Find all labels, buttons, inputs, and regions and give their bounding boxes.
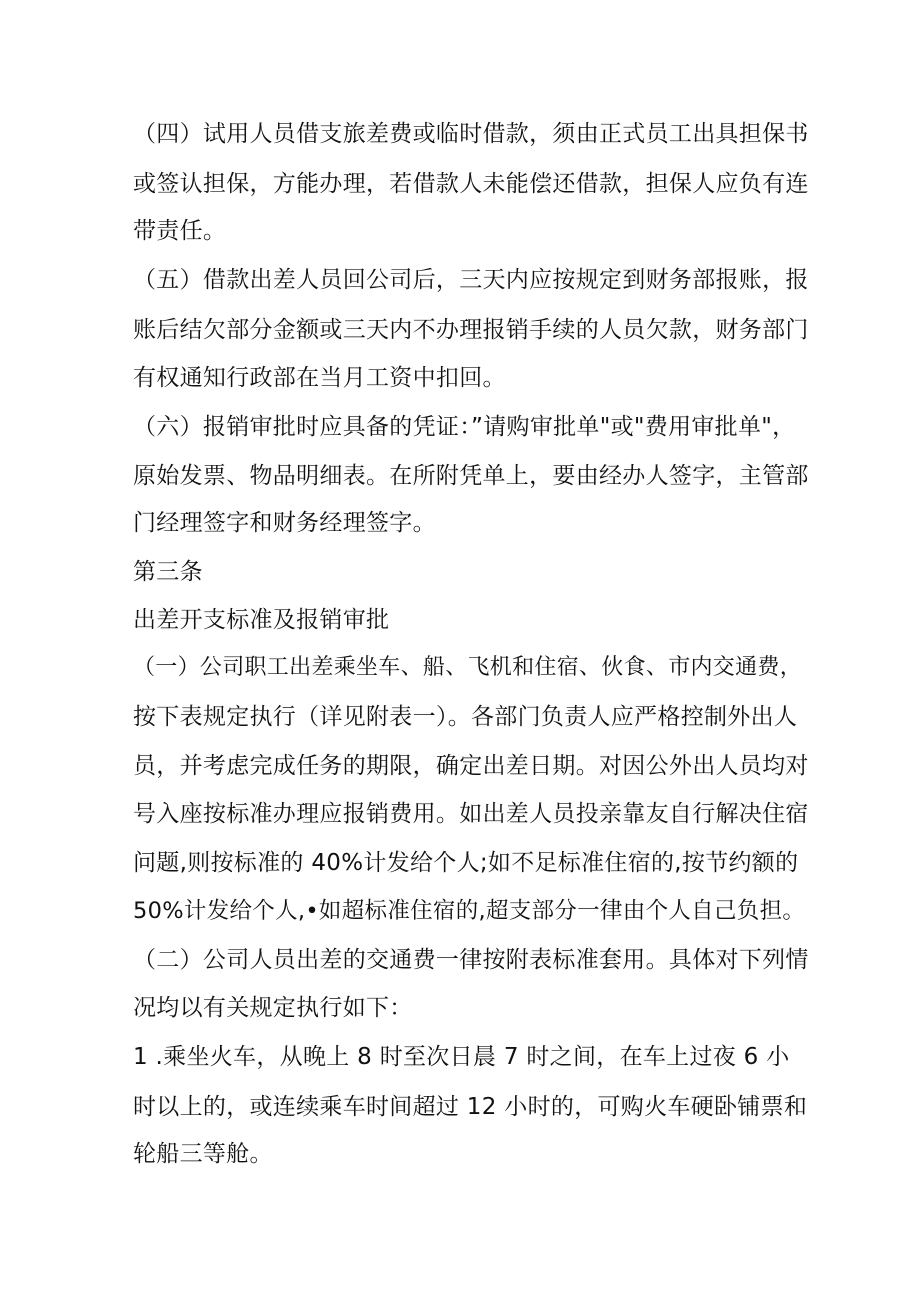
text-line: （一）公司职工出差乘坐车、船、飞机和住宿、伙食、市内交通费，	[133, 655, 803, 680]
text-line: 问题,则按标准的 40%计发给个人;如不足标准住宿的,按节约额的	[133, 850, 799, 876]
text-line: （五）借款出差人员回公司后，三天内应按规定到财务部报账，报	[133, 267, 809, 293]
text-line: （六）报销审批时应具备的凭证：”请购审批单"或"费用审批单"，	[133, 414, 796, 440]
text-line: （二）公司人员出差的交通费一律按附表标准套用。具体对下列情	[133, 947, 809, 973]
section-title: 出差开支标准及报销审批	[133, 607, 390, 633]
text-line: 原始发票、物品明细表。在所附凭单上，要由经办人签字，主管部	[133, 463, 809, 489]
text-line: 有权通知行政部在当月工资中扣回。	[133, 365, 506, 391]
text-line: 号入座按标准办理应报销费用。如出差人员投亲靠友自行解决住宿	[133, 801, 809, 827]
text-line: 门经理签字和财务经理签字。	[133, 510, 436, 536]
article-heading: 第三条	[133, 559, 203, 585]
text-line: 轮船三等舱。	[133, 1141, 273, 1167]
text-line: 50%计发给个人,•如超标准住宿的,超支部分一律由个人自己负担。	[133, 898, 806, 924]
text-line: （四）试用人员借支旅差费或临时借款，须由正式员工出具担保书	[133, 121, 809, 147]
text-line: 或签认担保，方能办理，若借款人未能偿还借款，担保人应负有连	[133, 171, 809, 197]
text-line: 况均以有关规定执行如下：	[133, 995, 413, 1021]
text-line: 员，并考虑完成任务的期限，确定出差日期。对因公外出人员均对	[133, 753, 809, 779]
text-line: 1 .乘坐火车，从晚上 8 时至次日晨 7 时之间，在车上过夜 6 小	[133, 1044, 790, 1070]
text-line: 账后结欠部分金额或三天内不办理报销手续的人员欠款，财务部门	[133, 317, 809, 343]
text-line: 带责任。	[133, 218, 227, 244]
text-line: 时以上的，或连续乘车时间超过 12 小时的，可购火车硬卧铺票和	[133, 1094, 808, 1120]
text-line: 按下表规定执行（详见附表一）。各部门负责人应严格控制外出人	[133, 704, 798, 730]
